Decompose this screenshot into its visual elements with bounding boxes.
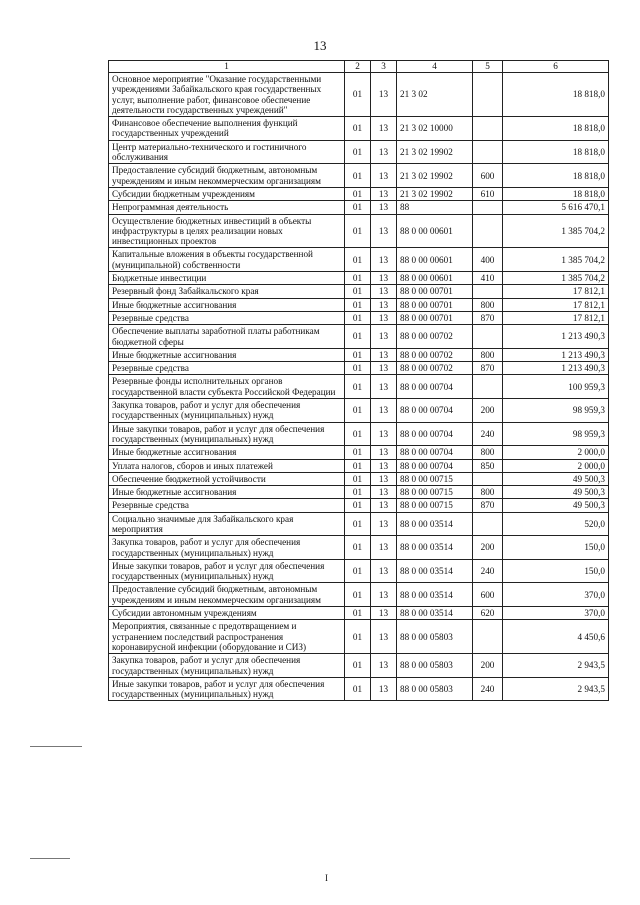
cell-name: Резервный фонд Забайкальского края (109, 285, 345, 298)
cell-expense-type (473, 472, 503, 485)
cell-name: Иные бюджетные ассигнования (109, 486, 345, 499)
cell-section: 01 (345, 201, 371, 214)
cell-amount: 150,0 (503, 559, 609, 583)
cell-expense-type: 870 (473, 499, 503, 512)
table-row (109, 654, 609, 678)
cell-section: 01 (345, 375, 371, 399)
cell-section: 01 (345, 486, 371, 499)
cell-amount: 5 616 470,1 (503, 201, 609, 214)
table-row (109, 512, 609, 536)
cell-name: Резервные средства (109, 311, 345, 324)
cell-section: 01 (345, 446, 371, 459)
table-row (109, 164, 609, 188)
table-row (109, 559, 609, 583)
cell-expense-type (473, 512, 503, 536)
cell-expense-type: 850 (473, 459, 503, 472)
page-number: 13 (313, 38, 327, 53)
table-row (109, 536, 609, 560)
cell-expense-type: 800 (473, 298, 503, 311)
table-row (109, 311, 609, 324)
cell-target-article: 88 0 00 00601 (397, 248, 473, 272)
cell-section: 01 (345, 298, 371, 311)
cell-name: Обеспечение бюджетной устойчивости (109, 472, 345, 485)
cell-name: Осуществление бюджетных инвестиций в объекты инфраструктуры в целях реализации новых инвестиционных проектов (109, 214, 345, 248)
cell-amount: 4 450,6 (503, 620, 609, 654)
cell-name: Предоставление субсидий бюджетным, автономным учреждениям и иным некоммерческим организациям (109, 164, 345, 188)
cell-target-article: 88 0 00 00702 (397, 348, 473, 361)
cell-expense-type: 200 (473, 536, 503, 560)
cell-subsection: 13 (371, 559, 397, 583)
cell-name: Резервные средства (109, 362, 345, 375)
cell-expense-type: 240 (473, 559, 503, 583)
cell-target-article: 88 0 00 05803 (397, 620, 473, 654)
cell-name: Основное мероприятие "Оказание государственными учреждениями Забайкальского края государственных услуг, выполнение работ, финансовое обеспечение деятельности государственных учреждений" (109, 73, 345, 117)
cell-expense-type: 800 (473, 486, 503, 499)
table-header (109, 61, 609, 73)
cell-expense-type: 200 (473, 654, 503, 678)
cell-section: 01 (345, 348, 371, 361)
cell-name: Иные бюджетные ассигнования (109, 298, 345, 311)
table-row (109, 472, 609, 485)
cell-name: Социально значимые для Забайкальского края мероприятия (109, 512, 345, 536)
cell-amount: 100 959,3 (503, 375, 609, 399)
cell-section: 01 (345, 325, 371, 349)
header-row (109, 61, 609, 73)
cell-subsection: 13 (371, 164, 397, 188)
table-row (109, 399, 609, 423)
cell-section: 01 (345, 512, 371, 536)
cell-expense-type: 200 (473, 399, 503, 423)
cell-section: 01 (345, 620, 371, 654)
cell-section: 01 (345, 677, 371, 701)
header-col-amount: 6 (503, 61, 609, 73)
cell-expense-type: 240 (473, 422, 503, 446)
cell-expense-type (473, 140, 503, 164)
cell-section: 01 (345, 499, 371, 512)
cell-target-article: 88 0 00 00715 (397, 499, 473, 512)
cell-section: 01 (345, 362, 371, 375)
table-row (109, 298, 609, 311)
left-margin-mark (30, 746, 82, 747)
cell-amount: 1 385 704,2 (503, 214, 609, 248)
cell-target-article: 88 0 00 00704 (397, 422, 473, 446)
cell-target-article: 88 0 00 00702 (397, 362, 473, 375)
cell-subsection: 13 (371, 362, 397, 375)
cell-name: Непрограммная деятельность (109, 201, 345, 214)
cell-amount: 370,0 (503, 607, 609, 620)
cell-amount: 17 812,1 (503, 311, 609, 324)
cell-section: 01 (345, 117, 371, 141)
cell-subsection: 13 (371, 272, 397, 285)
cell-amount: 1 385 704,2 (503, 248, 609, 272)
cell-amount: 18 818,0 (503, 164, 609, 188)
table-row (109, 486, 609, 499)
table-row (109, 348, 609, 361)
cell-amount: 17 812,1 (503, 285, 609, 298)
cell-section: 01 (345, 399, 371, 423)
cell-subsection: 13 (371, 325, 397, 349)
table-row (109, 583, 609, 607)
budget-table (108, 60, 609, 701)
cell-subsection: 13 (371, 486, 397, 499)
cell-amount: 1 213 490,3 (503, 348, 609, 361)
cell-subsection: 13 (371, 472, 397, 485)
cell-name: Предоставление субсидий бюджетным, автономным учреждениям и иным некоммерческим организациям (109, 583, 345, 607)
header-col-name: 1 (109, 61, 345, 73)
cell-section: 01 (345, 583, 371, 607)
cell-subsection: 13 (371, 607, 397, 620)
cell-name: Субсидии автономным учреждениям (109, 607, 345, 620)
cell-subsection: 13 (371, 348, 397, 361)
cell-target-article: 88 0 00 05803 (397, 677, 473, 701)
cell-subsection: 13 (371, 73, 397, 117)
cell-amount: 98 959,3 (503, 422, 609, 446)
cell-subsection: 13 (371, 311, 397, 324)
cell-target-article: 21 3 02 19902 (397, 140, 473, 164)
cell-subsection: 13 (371, 677, 397, 701)
cell-section: 01 (345, 607, 371, 620)
cell-name: Обеспечение выплаты заработной платы работникам бюджетной сферы (109, 325, 345, 349)
cell-expense-type: 610 (473, 187, 503, 200)
cell-name: Иные закупки товаров, работ и услуг для обеспечения государственных (муниципальных) нужд (109, 677, 345, 701)
cell-amount: 49 500,3 (503, 486, 609, 499)
table-row (109, 375, 609, 399)
cell-subsection: 13 (371, 201, 397, 214)
cell-section: 01 (345, 73, 371, 117)
cell-target-article: 88 0 00 00704 (397, 446, 473, 459)
table-row (109, 140, 609, 164)
cell-target-article: 88 0 00 00704 (397, 399, 473, 423)
cell-amount: 18 818,0 (503, 73, 609, 117)
cell-target-article: 88 0 00 00701 (397, 298, 473, 311)
cell-expense-type (473, 201, 503, 214)
cell-target-article: 88 0 00 05803 (397, 654, 473, 678)
cell-expense-type: 620 (473, 607, 503, 620)
cell-section: 01 (345, 272, 371, 285)
cell-amount: 2 000,0 (503, 446, 609, 459)
cell-name: Закупка товаров, работ и услуг для обеспечения государственных (муниципальных) нужд (109, 399, 345, 423)
cell-amount: 18 818,0 (503, 187, 609, 200)
cell-target-article: 88 0 00 00715 (397, 486, 473, 499)
cell-section: 01 (345, 311, 371, 324)
cell-subsection: 13 (371, 422, 397, 446)
cell-subsection: 13 (371, 583, 397, 607)
cell-expense-type: 410 (473, 272, 503, 285)
cell-target-article: 21 3 02 10000 (397, 117, 473, 141)
table-row (109, 201, 609, 214)
table-row (109, 73, 609, 117)
cell-subsection: 13 (371, 512, 397, 536)
cell-section: 01 (345, 164, 371, 188)
cell-expense-type: 600 (473, 583, 503, 607)
table-body (109, 73, 609, 701)
table-row (109, 677, 609, 701)
cell-subsection: 13 (371, 536, 397, 560)
footer-mark: I (325, 873, 328, 883)
cell-name: Бюджетные инвестиции (109, 272, 345, 285)
left-margin-mark (30, 858, 70, 859)
cell-name: Закупка товаров, работ и услуг для обеспечения государственных (муниципальных) нужд (109, 654, 345, 678)
cell-target-article: 88 (397, 201, 473, 214)
cell-target-article: 88 0 00 00704 (397, 375, 473, 399)
cell-name: Субсидии бюджетным учреждениям (109, 187, 345, 200)
cell-expense-type (473, 117, 503, 141)
cell-expense-type (473, 325, 503, 349)
cell-subsection: 13 (371, 499, 397, 512)
cell-name: Иные бюджетные ассигнования (109, 446, 345, 459)
cell-name: Мероприятия, связанные с предотвращением и устранением последствий распространения коронавирусной инфекции (оборудование и СИЗ) (109, 620, 345, 654)
cell-expense-type: 400 (473, 248, 503, 272)
cell-section: 01 (345, 187, 371, 200)
cell-section: 01 (345, 459, 371, 472)
cell-name: Закупка товаров, работ и услуг для обеспечения государственных (муниципальных) нужд (109, 536, 345, 560)
cell-section: 01 (345, 248, 371, 272)
cell-amount: 98 959,3 (503, 399, 609, 423)
cell-name: Капитальные вложения в объекты государственной (муниципальной) собственности (109, 248, 345, 272)
table-row (109, 607, 609, 620)
cell-subsection: 13 (371, 248, 397, 272)
cell-name: Финансовое обеспечение выполнения функций государственных учреждений (109, 117, 345, 141)
cell-expense-type: 240 (473, 677, 503, 701)
table-row (109, 499, 609, 512)
cell-target-article: 21 3 02 (397, 73, 473, 117)
cell-section: 01 (345, 654, 371, 678)
table-row (109, 325, 609, 349)
cell-subsection: 13 (371, 620, 397, 654)
cell-amount: 2 943,5 (503, 654, 609, 678)
cell-amount: 370,0 (503, 583, 609, 607)
cell-name: Резервные средства (109, 499, 345, 512)
table-row (109, 285, 609, 298)
cell-target-article: 88 0 00 03514 (397, 607, 473, 620)
cell-target-article: 88 0 00 03514 (397, 583, 473, 607)
cell-target-article: 88 0 00 00701 (397, 285, 473, 298)
cell-expense-type: 800 (473, 348, 503, 361)
cell-name: Центр материально-технического и гостиничного обслуживания (109, 140, 345, 164)
cell-section: 01 (345, 214, 371, 248)
cell-target-article: 88 0 00 00702 (397, 325, 473, 349)
cell-amount: 1 213 490,3 (503, 362, 609, 375)
cell-amount: 2 943,5 (503, 677, 609, 701)
cell-amount: 1 213 490,3 (503, 325, 609, 349)
cell-target-article: 88 0 00 00701 (397, 311, 473, 324)
table-row (109, 362, 609, 375)
header-col-subsection: 3 (371, 61, 397, 73)
table-row (109, 459, 609, 472)
cell-name: Уплата налогов, сборов и иных платежей (109, 459, 345, 472)
cell-amount: 17 812,1 (503, 298, 609, 311)
cell-amount: 49 500,3 (503, 499, 609, 512)
cell-subsection: 13 (371, 446, 397, 459)
table-row (109, 446, 609, 459)
cell-expense-type (473, 73, 503, 117)
table-row (109, 620, 609, 654)
cell-section: 01 (345, 140, 371, 164)
cell-subsection: 13 (371, 399, 397, 423)
cell-subsection: 13 (371, 187, 397, 200)
cell-name: Резервные фонды исполнительных органов государственной власти субъекта Российской Федерации (109, 375, 345, 399)
cell-subsection: 13 (371, 140, 397, 164)
table-row (109, 248, 609, 272)
cell-target-article: 21 3 02 19902 (397, 164, 473, 188)
cell-expense-type: 600 (473, 164, 503, 188)
cell-subsection: 13 (371, 214, 397, 248)
cell-subsection: 13 (371, 654, 397, 678)
cell-amount: 18 818,0 (503, 117, 609, 141)
cell-expense-type: 870 (473, 311, 503, 324)
cell-amount: 49 500,3 (503, 472, 609, 485)
cell-subsection: 13 (371, 375, 397, 399)
header-col-expense-type: 5 (473, 61, 503, 73)
table-row (109, 214, 609, 248)
cell-target-article: 88 0 00 00601 (397, 272, 473, 285)
cell-target-article: 88 0 00 03514 (397, 512, 473, 536)
cell-subsection: 13 (371, 285, 397, 298)
cell-expense-type (473, 285, 503, 298)
cell-subsection: 13 (371, 117, 397, 141)
cell-expense-type (473, 620, 503, 654)
table-row (109, 422, 609, 446)
cell-amount: 18 818,0 (503, 140, 609, 164)
cell-section: 01 (345, 536, 371, 560)
cell-target-article: 88 0 00 03514 (397, 559, 473, 583)
cell-target-article: 88 0 00 00715 (397, 472, 473, 485)
cell-subsection: 13 (371, 459, 397, 472)
header-col-section: 2 (345, 61, 371, 73)
table-row (109, 272, 609, 285)
table-row (109, 187, 609, 200)
cell-name: Иные бюджетные ассигнования (109, 348, 345, 361)
table-row (109, 117, 609, 141)
cell-expense-type: 870 (473, 362, 503, 375)
cell-target-article: 88 0 00 00601 (397, 214, 473, 248)
cell-expense-type (473, 214, 503, 248)
cell-name: Иные закупки товаров, работ и услуг для обеспечения государственных (муниципальных) нужд (109, 559, 345, 583)
cell-amount: 2 000,0 (503, 459, 609, 472)
cell-section: 01 (345, 285, 371, 298)
cell-subsection: 13 (371, 298, 397, 311)
cell-section: 01 (345, 422, 371, 446)
cell-amount: 1 385 704,2 (503, 272, 609, 285)
cell-expense-type: 800 (473, 446, 503, 459)
cell-target-article: 88 0 00 03514 (397, 536, 473, 560)
cell-amount: 150,0 (503, 536, 609, 560)
cell-amount: 520,0 (503, 512, 609, 536)
cell-section: 01 (345, 472, 371, 485)
cell-target-article: 88 0 00 00704 (397, 459, 473, 472)
cell-section: 01 (345, 559, 371, 583)
cell-expense-type (473, 375, 503, 399)
cell-target-article: 21 3 02 19902 (397, 187, 473, 200)
header-col-target-article: 4 (397, 61, 473, 73)
cell-name: Иные закупки товаров, работ и услуг для обеспечения государственных (муниципальных) нужд (109, 422, 345, 446)
